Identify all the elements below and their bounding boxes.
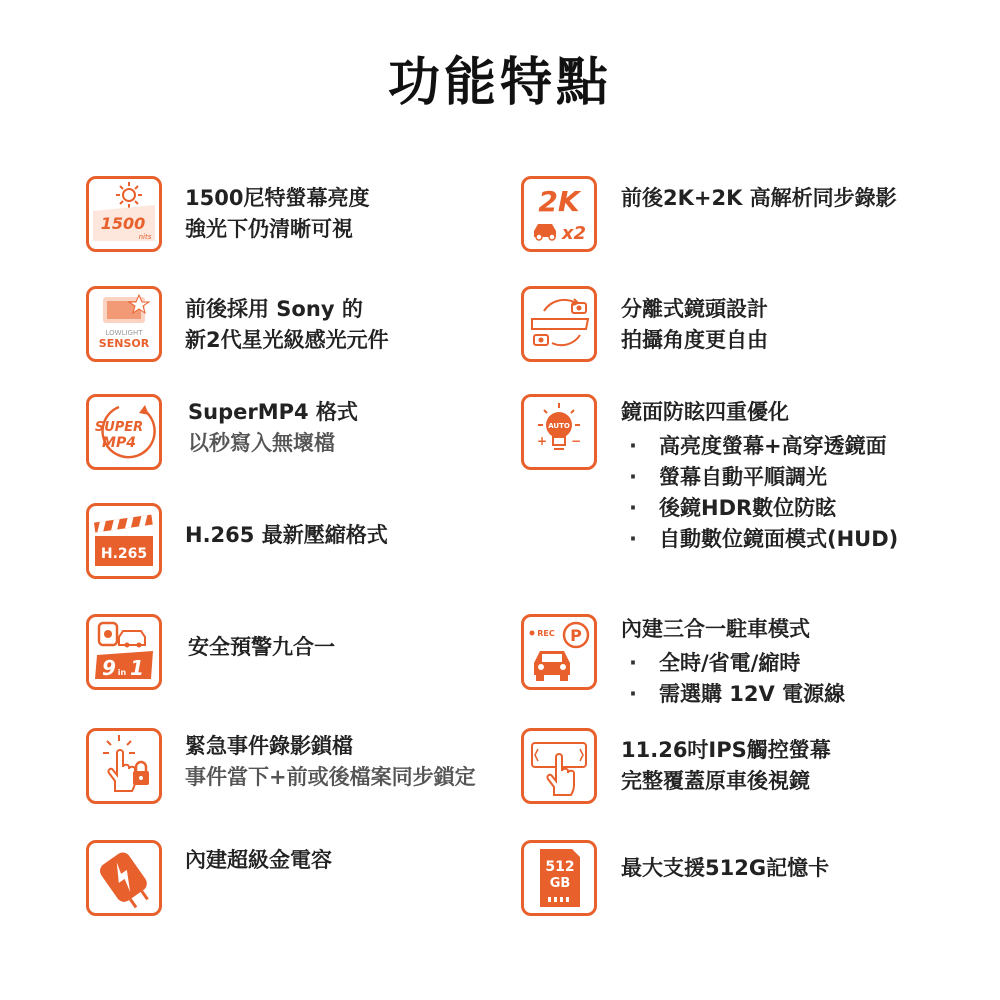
svg-text:2K: 2K	[538, 185, 580, 218]
svg-text:1500: 1500	[100, 214, 146, 233]
svg-text:in: in	[117, 668, 127, 677]
feature-title: 緊急事件錄影鎖檔	[185, 734, 353, 758]
touch-screen-hand-icon	[521, 728, 597, 804]
svg-text:H.265: H.265	[100, 546, 148, 562]
super-capacitor-icon	[86, 840, 162, 916]
svg-text:AUTO: AUTO	[548, 422, 570, 430]
bullet-item: · 需選購 12V 電源線	[621, 679, 845, 710]
feature-title: SuperMP4 格式	[188, 400, 358, 424]
svg-text:512: 512	[545, 859, 575, 875]
auto-anti-glare-bulb-icon	[521, 394, 597, 470]
feature-title: 鏡面防眩四重優化	[621, 400, 789, 424]
svg-text:1: 1	[130, 656, 144, 680]
feature-title: 最大支援512G記憶卡	[621, 856, 830, 880]
svg-text:P: P	[570, 626, 582, 645]
feature-subtitle: 以秒寫入無壞檔	[188, 431, 335, 455]
feature-title: 前後2K+2K 高解析同步錄影	[621, 186, 897, 210]
bullet-item: · 全時/省電/縮時	[621, 648, 845, 679]
feature-subtitle: 完整覆蓋原車後視鏡	[621, 769, 810, 793]
feature-title: 內建三合一駐車模式	[621, 617, 810, 641]
feature-title: 11.26吋IPS觸控螢幕	[621, 738, 831, 762]
feature-title: 前後採用 Sony 的	[185, 297, 363, 321]
feature-subtitle: 事件當下+前或後檔案同步鎖定	[185, 765, 476, 789]
feature-subtitle: 新2代星光級感光元件	[185, 328, 389, 352]
svg-text:SUPER: SUPER	[94, 420, 144, 435]
split-lens-mirror-icon	[521, 286, 597, 362]
svg-text:nits: nits	[138, 233, 152, 241]
supermp4-icon	[86, 394, 162, 470]
2k-dual-car-icon	[521, 176, 597, 252]
512gb-sd-card-icon	[521, 840, 597, 916]
svg-text:SENSOR: SENSOR	[98, 337, 150, 350]
lowlight-sensor-icon	[86, 286, 162, 362]
nine-in-one-warning-icon	[86, 614, 162, 690]
svg-text:9: 9	[102, 656, 116, 680]
svg-text:−: −	[570, 434, 582, 448]
svg-text:x2: x2	[561, 223, 587, 244]
bullet-item: · 後鏡HDR數位防眩	[621, 493, 898, 524]
feature-title: H.265 最新壓縮格式	[185, 523, 388, 547]
feature-title: 分離式鏡頭設計	[621, 297, 768, 321]
page-title: 功能特點	[387, 53, 612, 113]
bullet-item: · 自動數位鏡面模式(HUD)	[621, 524, 898, 555]
feature-title: 內建超級金電容	[185, 848, 332, 872]
feature-subtitle: 強光下仍清晰可視	[185, 217, 353, 241]
svg-text:GB: GB	[549, 876, 571, 891]
parking-rec-car-icon	[521, 614, 597, 690]
feature-subtitle: 拍攝角度更自由	[621, 328, 768, 352]
feature-title: 1500尼特螢幕亮度	[185, 186, 370, 210]
svg-text:REC: REC	[537, 629, 555, 638]
svg-text:+: +	[536, 434, 548, 448]
svg-text:MP4: MP4	[102, 435, 136, 451]
sun-brightness-1500-nits-icon	[86, 176, 162, 252]
h265-clapperboard-icon	[86, 503, 162, 579]
emergency-lock-hand-icon	[86, 728, 162, 804]
bullet-item: · 螢幕自動平順調光	[621, 462, 898, 493]
svg-text:LOWLIGHT: LOWLIGHT	[105, 329, 143, 337]
feature-title: 安全預警九合一	[188, 635, 335, 659]
bullet-item: · 高亮度螢幕+高穿透鏡面	[621, 431, 898, 462]
